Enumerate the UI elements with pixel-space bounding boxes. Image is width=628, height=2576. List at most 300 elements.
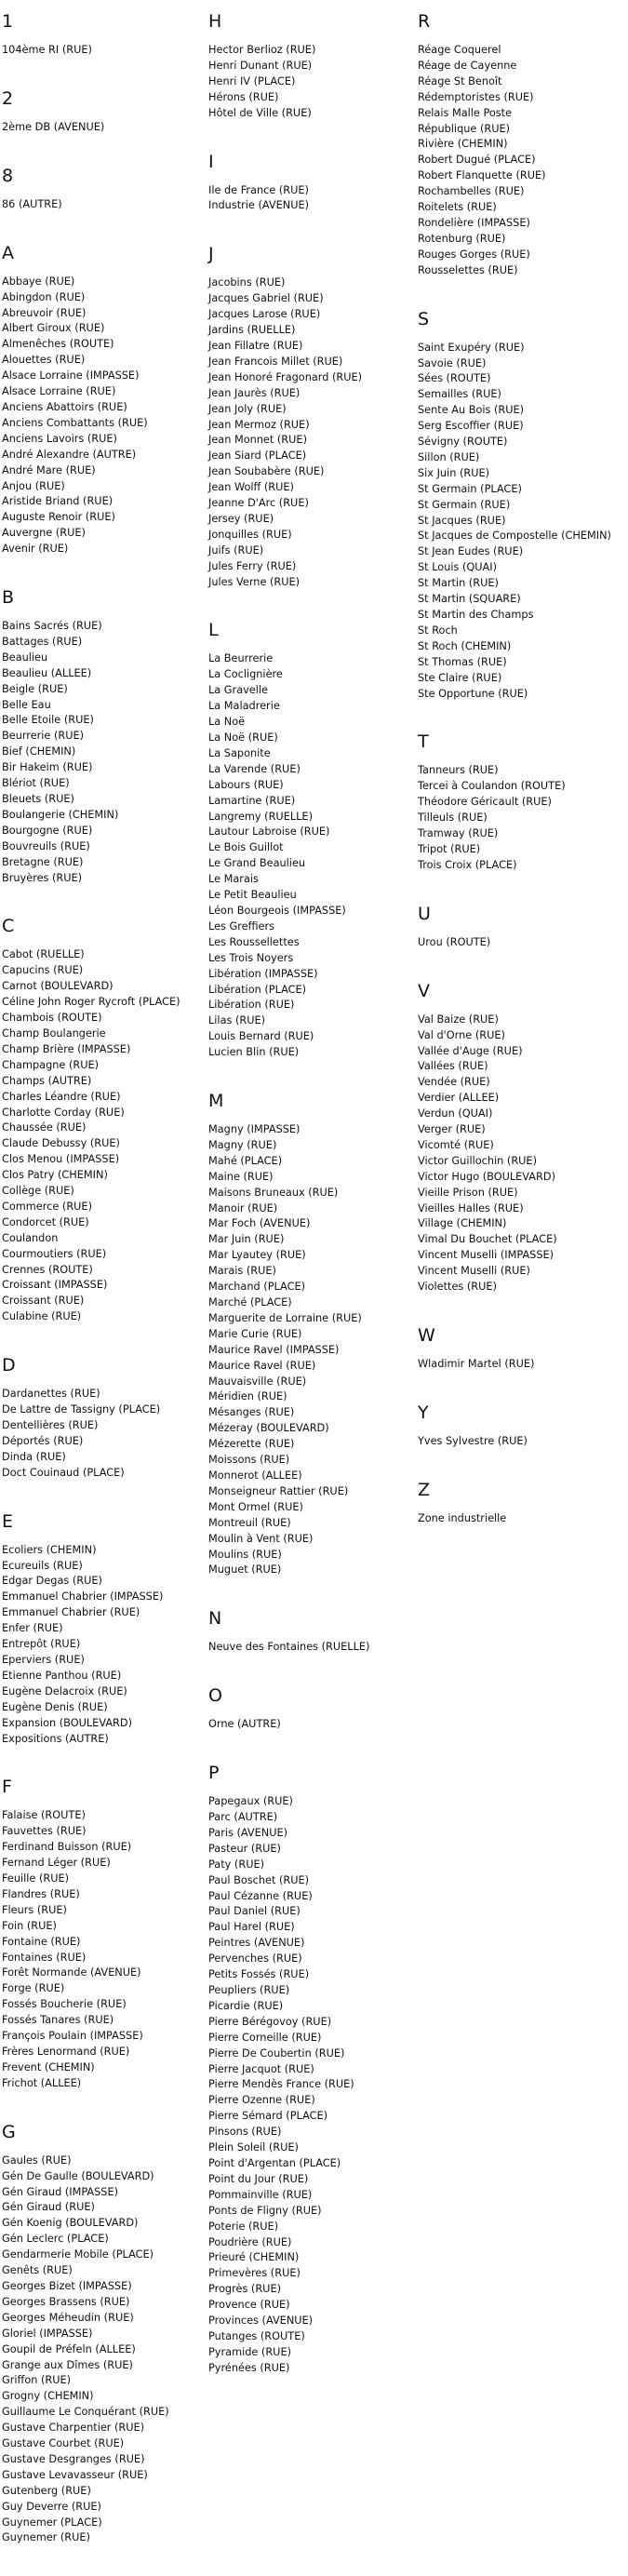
street-link[interactable]: République (RUE) <box>418 122 511 135</box>
street-link[interactable]: Frichot (ALLEE) <box>2 2076 82 2089</box>
street-link[interactable]: Le Petit Beaulieu <box>208 889 297 902</box>
street-link[interactable]: Auvergne (RUE) <box>2 527 86 540</box>
street-link[interactable]: Abreuvoir (RUE) <box>2 306 87 319</box>
street-link[interactable]: Roitelets (RUE) <box>418 201 497 214</box>
street-link[interactable]: Anciens Abattoirs (RUE) <box>2 400 127 413</box>
street-link[interactable]: Gustave Levavasseur (RUE) <box>2 2468 148 2481</box>
street-link[interactable]: Doct Couinaud (PLACE) <box>2 1466 125 1479</box>
street-link[interactable]: Marguerite de Lorraine (RUE) <box>208 1311 362 1324</box>
street-link[interactable]: Eperviers (RUE) <box>2 1653 85 1666</box>
street-link[interactable]: Picardie (RUE) <box>208 1999 284 2012</box>
street-link[interactable]: Pervenches (RUE) <box>208 1952 302 1966</box>
street-link[interactable]: Jacques Gabriel (RUE) <box>208 292 324 305</box>
street-link[interactable]: Lamartine (RUE) <box>208 794 296 807</box>
street-link[interactable]: Croissant (RUE) <box>2 1295 85 1308</box>
street-link[interactable]: Mézerette (RUE) <box>208 1438 295 1451</box>
street-link[interactable]: Grogny (CHEMIN) <box>2 2390 94 2403</box>
street-link[interactable]: Jean Soubabère (RUE) <box>208 465 325 478</box>
street-link[interactable]: Maurice Ravel (IMPASSE) <box>208 1343 340 1356</box>
street-link[interactable]: Croissant (IMPASSE) <box>2 1279 108 1292</box>
street-link[interactable]: Wladimir Martel (RUE) <box>418 1358 535 1370</box>
street-link[interactable]: Emmanuel Chabrier (RUE) <box>2 1606 140 1619</box>
street-link[interactable]: Flandres (RUE) <box>2 1887 80 1900</box>
street-link[interactable]: Savoie (RUE) <box>418 356 487 369</box>
street-link[interactable]: Tercei à Coulandon (ROUTE) <box>418 780 566 793</box>
street-link[interactable]: Yves Sylvestre (RUE) <box>418 1434 528 1447</box>
street-link[interactable]: Cabot (RUELLE) <box>2 948 85 961</box>
street-link[interactable]: Montreuil (RUE) <box>208 1516 291 1529</box>
street-link[interactable]: Sente Au Bois (RUE) <box>418 404 525 417</box>
street-link[interactable]: Expositions (AUTRE) <box>2 1732 109 1745</box>
street-link[interactable]: Aristide Briand (RUE) <box>2 495 114 508</box>
street-link[interactable]: Moulin à Vent (RUE) <box>208 1532 314 1545</box>
street-link[interactable]: Bir Hakeim (RUE) <box>2 761 93 774</box>
street-link[interactable]: Forêt Normande (AVENUE) <box>2 1966 141 1979</box>
street-link[interactable]: Robert Dugué (PLACE) <box>418 154 536 167</box>
street-link[interactable]: Provence (RUE) <box>208 2299 290 2312</box>
street-link[interactable]: Plein Soleil (RUE) <box>208 2141 299 2154</box>
street-link[interactable]: Gustave Charpentier (RUE) <box>2 2422 145 2435</box>
street-link[interactable]: St Louis (QUAI) <box>418 561 498 574</box>
street-link[interactable]: Henri Dunant (RUE) <box>208 59 313 72</box>
street-link[interactable]: Magny (IMPASSE) <box>208 1123 301 1136</box>
street-link[interactable]: Culabine (RUE) <box>2 1310 82 1323</box>
street-link[interactable]: Auguste Renoir (RUE) <box>2 511 115 524</box>
street-link[interactable]: Mar Juin (RUE) <box>208 1233 285 1246</box>
street-link[interactable]: Fossés Tanares (RUE) <box>2 2014 114 2027</box>
street-link[interactable]: Pyrénées (RUE) <box>208 2361 290 2374</box>
street-link[interactable]: Boulangerie (CHEMIN) <box>2 808 119 821</box>
street-link[interactable]: Vieille Prison (RUE) <box>418 1186 518 1199</box>
street-link[interactable]: Vimal Du Bouchet (PLACE) <box>418 1233 557 1246</box>
street-link[interactable]: Vieilles Halles (RUE) <box>418 1201 524 1214</box>
street-link[interactable]: Bains Sacrés (RUE) <box>2 620 102 633</box>
street-link[interactable]: Pierre Bérégovoy (RUE) <box>208 2015 332 2028</box>
street-link[interactable]: Victor Hugo (BOULEVARD) <box>418 1170 555 1183</box>
street-link[interactable]: Anciens Combattants (RUE) <box>2 416 148 429</box>
street-link[interactable]: Gustave Courbet (RUE) <box>2 2437 125 2450</box>
street-link[interactable]: Paul Boschet (RUE) <box>208 1873 310 1886</box>
street-link[interactable]: Courmoutiers (RUE) <box>2 1247 107 1260</box>
street-link[interactable]: Condorcet (RUE) <box>2 1215 89 1228</box>
street-link[interactable]: Gustave Desgranges (RUE) <box>2 2452 145 2465</box>
street-link[interactable]: Bourgogne (RUE) <box>2 824 93 837</box>
street-link[interactable]: Marché (PLACE) <box>208 1296 292 1308</box>
street-link[interactable]: Mésanges (RUE) <box>208 1406 295 1419</box>
street-link[interactable]: Beurrerie (RUE) <box>2 730 85 743</box>
street-link[interactable]: Commerce (RUE) <box>2 1200 92 1213</box>
street-link[interactable]: Marais (RUE) <box>208 1265 276 1278</box>
street-link[interactable]: Libération (PLACE) <box>208 983 307 996</box>
street-link[interactable]: St Jacques (RUE) <box>418 514 506 527</box>
street-link[interactable]: Alsace Lorraine (RUE) <box>2 385 116 398</box>
street-link[interactable]: St Martin (RUE) <box>418 577 499 590</box>
street-link[interactable]: Jean Fillatre (RUE) <box>208 339 303 352</box>
street-link[interactable]: Bleuets (RUE) <box>2 793 74 805</box>
street-link[interactable]: Jean Monnet (RUE) <box>208 434 307 447</box>
street-link[interactable]: Réage St Benoît <box>418 74 502 87</box>
street-link[interactable]: La Coclignière <box>208 668 283 681</box>
street-link[interactable]: Beaulieu (ALLEE) <box>2 666 92 679</box>
street-link[interactable]: La Varende (RUE) <box>208 762 301 775</box>
street-link[interactable]: Feuille (RUE) <box>2 1872 70 1885</box>
street-link[interactable]: Parc (AUTRE) <box>208 1811 278 1824</box>
street-link[interactable]: Déportés (RUE) <box>2 1434 84 1447</box>
street-link[interactable]: Trois Croix (PLACE) <box>418 858 517 871</box>
street-link[interactable]: Vincent Muselli (RUE) <box>418 1265 530 1278</box>
street-link[interactable]: Pinsons (RUE) <box>208 2126 282 2139</box>
street-link[interactable]: Zone industrielle <box>418 1511 507 1524</box>
street-link[interactable]: St Jean Eudes (RUE) <box>418 545 524 558</box>
street-link[interactable]: Forge (RUE) <box>2 1982 65 1995</box>
street-link[interactable]: Vendée (RUE) <box>418 1076 490 1089</box>
street-link[interactable]: Point du Jour (RUE) <box>208 2172 309 2185</box>
street-link[interactable]: Capucins (RUE) <box>2 964 84 977</box>
street-link[interactable]: Pierre Sémard (PLACE) <box>208 2110 328 2123</box>
street-link[interactable]: St Germain (PLACE) <box>418 482 522 495</box>
street-link[interactable]: Ponts de Fligny (RUE) <box>208 2204 322 2217</box>
street-link[interactable]: Belle Etoile (RUE) <box>2 714 94 727</box>
street-link[interactable]: Urou (ROUTE) <box>418 935 491 948</box>
street-link[interactable]: Putanges (ROUTE) <box>208 2329 305 2342</box>
street-link[interactable]: Libération (IMPASSE) <box>208 967 318 980</box>
street-link[interactable]: De Lattre de Tassigny (PLACE) <box>2 1403 161 1416</box>
street-link[interactable]: Réage Coquerel <box>418 44 501 56</box>
street-link[interactable]: Genêts (RUE) <box>2 2264 73 2277</box>
street-link[interactable]: 104ème RI (RUE) <box>2 44 92 56</box>
street-link[interactable]: Libération (RUE) <box>208 999 295 1012</box>
street-link[interactable]: Jeanne D'Arc (RUE) <box>208 497 309 510</box>
street-link[interactable]: Fontaine (RUE) <box>2 1935 81 1948</box>
street-link[interactable]: Orne (AUTRE) <box>208 1718 281 1731</box>
street-link[interactable]: St Martin des Champs <box>418 609 534 621</box>
street-link[interactable]: Val d'Orne (RUE) <box>418 1028 505 1041</box>
street-link[interactable]: Ile de France (RUE) <box>208 183 309 196</box>
street-link[interactable]: Tilleuls (RUE) <box>418 812 488 825</box>
street-link[interactable]: Maurice Ravel (RUE) <box>208 1359 316 1372</box>
street-link[interactable]: Langremy (RUELLE) <box>208 810 313 823</box>
street-link[interactable]: Pasteur (RUE) <box>208 1842 281 1855</box>
street-link[interactable]: Maine (RUE) <box>208 1170 274 1183</box>
street-link[interactable]: Coulandon <box>2 1231 59 1244</box>
street-link[interactable]: Clos Patry (CHEMIN) <box>2 1169 108 1182</box>
street-link[interactable]: Manoir (RUE) <box>208 1201 278 1214</box>
street-link[interactable]: Tanneurs (RUE) <box>418 764 499 777</box>
street-link[interactable]: Moissons (RUE) <box>208 1454 290 1467</box>
street-link[interactable]: Gendarmerie Mobile (PLACE) <box>2 2248 154 2261</box>
street-link[interactable]: Paul Daniel (RUE) <box>208 1905 301 1918</box>
street-link[interactable]: 2ème DB (AVENUE) <box>2 120 105 133</box>
street-link[interactable]: Paul Harel (RUE) <box>208 1921 295 1934</box>
street-link[interactable]: Entrepôt (RUE) <box>2 1638 81 1651</box>
street-link[interactable]: Jules Ferry (RUE) <box>208 559 297 572</box>
street-link[interactable]: Hector Berlioz (RUE) <box>208 44 316 56</box>
street-link[interactable]: Mar Lyautey (RUE) <box>208 1249 306 1262</box>
street-link[interactable]: Réage de Cayenne <box>418 59 517 72</box>
street-link[interactable]: Le Marais <box>208 873 259 886</box>
street-link[interactable]: Victor Guillochin (RUE) <box>418 1154 537 1167</box>
street-link[interactable]: Rivière (CHEMIN) <box>418 138 508 151</box>
street-link[interactable]: St Roch <box>418 624 458 637</box>
street-link[interactable]: Gén Leclerc (PLACE) <box>2 2233 109 2246</box>
street-link[interactable]: Goupil de Préfeln (ALLEE) <box>2 2342 136 2355</box>
street-link[interactable]: La Noë <box>208 716 246 729</box>
street-link[interactable]: Almenêches (ROUTE) <box>2 338 114 351</box>
street-link[interactable]: Céline John Roger Rycroft (PLACE) <box>2 996 180 1009</box>
street-link[interactable]: Paul Cézanne (RUE) <box>208 1889 313 1902</box>
street-link[interactable]: Enfer (RUE) <box>2 1622 63 1635</box>
street-link[interactable]: Bretagne (RUE) <box>2 855 84 868</box>
street-link[interactable]: Poterie (RUE) <box>208 2220 279 2233</box>
street-link[interactable]: Clos Menou (IMPASSE) <box>2 1153 120 1166</box>
street-link[interactable]: Lautour Labroise (RUE) <box>208 825 330 839</box>
street-link[interactable]: Val Baize (RUE) <box>418 1013 499 1026</box>
street-link[interactable]: Point d'Argentan (PLACE) <box>208 2156 341 2169</box>
street-link[interactable]: Eugène Delacroix (RUE) <box>2 1684 127 1697</box>
street-link[interactable]: Fossés Boucherie (RUE) <box>2 1998 127 2011</box>
street-link[interactable]: Lucien Blin (RUE) <box>208 1046 300 1059</box>
street-link[interactable]: Gén Giraud (IMPASSE) <box>2 2185 119 2198</box>
street-link[interactable]: Rédemptoristes (RUE) <box>418 90 534 103</box>
street-link[interactable]: Georges Bizet (IMPASSE) <box>2 2279 132 2292</box>
street-link[interactable]: Carnot (BOULEVARD) <box>2 980 114 993</box>
street-link[interactable]: La Maladrerie <box>208 700 280 713</box>
street-link[interactable]: François Poulain (IMPASSE) <box>2 2030 143 2043</box>
street-link[interactable]: Fontaines (RUE) <box>2 1951 87 1964</box>
street-link[interactable]: Pierre Corneille (RUE) <box>208 2031 322 2044</box>
street-link[interactable]: Jean Jaurès (RUE) <box>208 386 301 399</box>
street-link[interactable]: Pierre Mendès France (RUE) <box>208 2078 354 2091</box>
street-link[interactable]: Marchand (PLACE) <box>208 1281 306 1294</box>
street-link[interactable]: Pierre Jacquot (RUE) <box>208 2062 314 2075</box>
street-link[interactable]: Tramway (RUE) <box>418 827 499 840</box>
street-link[interactable]: Fleurs (RUE) <box>2 1903 67 1916</box>
street-link[interactable]: Pommainville (RUE) <box>208 2188 313 2201</box>
street-link[interactable]: Peintres (AVENUE) <box>208 1937 305 1950</box>
street-link[interactable]: Alouettes (RUE) <box>2 354 86 367</box>
street-link[interactable]: Prieuré (CHEMIN) <box>208 2251 300 2264</box>
street-link[interactable]: Méridien (RUE) <box>208 1390 287 1403</box>
street-link[interactable]: Georges Méheudin (RUE) <box>2 2311 134 2324</box>
street-link[interactable]: Labours (RUE) <box>208 778 284 791</box>
street-link[interactable]: Jacques Larose (RUE) <box>208 308 321 321</box>
street-link[interactable]: Bruyères (RUE) <box>2 871 83 884</box>
street-link[interactable]: Champ Brière (IMPASSE) <box>2 1042 131 1055</box>
street-link[interactable]: Rousselettes (RUE) <box>418 263 518 276</box>
street-link[interactable]: Ste Opportune (RUE) <box>418 687 528 700</box>
street-link[interactable]: Sées (ROUTE) <box>418 372 491 385</box>
street-link[interactable]: Frevent (CHEMIN) <box>2 2060 95 2073</box>
street-link[interactable]: Jacobins (RUE) <box>208 276 286 289</box>
street-link[interactable]: 86 (AUTRE) <box>2 197 62 210</box>
street-link[interactable]: Guynemer (PLACE) <box>2 2516 102 2529</box>
street-link[interactable]: Collège (RUE) <box>2 1185 74 1198</box>
street-link[interactable]: Paty (RUE) <box>208 1858 265 1871</box>
street-link[interactable]: Ecoliers (CHEMIN) <box>2 1543 97 1556</box>
street-link[interactable]: Serg Escoffier (RUE) <box>418 420 524 433</box>
street-link[interactable]: Foin (RUE) <box>2 1919 57 1932</box>
street-link[interactable]: Le Bois Guillot <box>208 841 284 854</box>
street-link[interactable]: Guynemer (RUE) <box>2 2531 90 2544</box>
street-link[interactable]: Charlotte Corday (RUE) <box>2 1106 125 1119</box>
street-link[interactable]: Battages (RUE) <box>2 635 83 648</box>
street-link[interactable]: Vincent Muselli (IMPASSE) <box>418 1249 555 1262</box>
street-link[interactable]: Bouvreuils (RUE) <box>2 839 90 852</box>
street-link[interactable]: Falaise (ROUTE) <box>2 1809 86 1822</box>
street-link[interactable]: Dentellières (RUE) <box>2 1419 99 1431</box>
street-link[interactable]: Avenir (RUE) <box>2 543 69 556</box>
street-link[interactable]: Marie Curie (RUE) <box>208 1327 302 1340</box>
street-link[interactable]: Chambois (ROUTE) <box>2 1012 102 1025</box>
street-link[interactable]: La Saponite <box>208 746 271 759</box>
street-link[interactable]: Griffon (RUE) <box>2 2374 72 2387</box>
street-link[interactable]: Jean Joly (RUE) <box>208 402 287 415</box>
street-link[interactable]: La Noë (RUE) <box>208 731 278 744</box>
street-link[interactable]: Belle Eau <box>2 698 51 711</box>
street-link[interactable]: Champ Boulangerie <box>2 1026 106 1040</box>
street-link[interactable]: Gutenberg (RUE) <box>2 2484 91 2497</box>
street-link[interactable]: Jonquilles (RUE) <box>208 528 292 541</box>
street-link[interactable]: Mont Ormel (RUE) <box>208 1500 303 1513</box>
street-link[interactable]: Neuve des Fontaines (RUELLE) <box>208 1641 370 1654</box>
street-link[interactable]: Guy Deverre (RUE) <box>2 2500 101 2513</box>
street-link[interactable]: Frères Lenormand (RUE) <box>2 2046 130 2058</box>
street-link[interactable]: Primevères (RUE) <box>208 2267 301 2280</box>
street-link[interactable]: Progrès (RUE) <box>208 2283 281 2296</box>
street-link[interactable]: Jersey (RUE) <box>208 512 274 525</box>
street-link[interactable]: Dardanettes (RUE) <box>2 1388 100 1401</box>
street-link[interactable]: Poudrière (RUE) <box>208 2235 292 2248</box>
street-link[interactable]: Maisons Bruneaux (RUE) <box>208 1186 339 1199</box>
street-link[interactable]: Lilas (RUE) <box>208 1014 266 1027</box>
street-link[interactable]: Les Greffiers <box>208 919 275 932</box>
street-link[interactable]: La Beurrerie <box>208 652 274 665</box>
street-link[interactable]: Claude Debussy (RUE) <box>2 1137 120 1150</box>
street-link[interactable]: Guillaume Le Conquérant (RUE) <box>2 2406 169 2419</box>
street-link[interactable]: Paris (AVENUE) <box>208 1826 288 1839</box>
street-link[interactable]: Etienne Panthou (RUE) <box>2 1669 122 1682</box>
street-link[interactable]: Alsace Lorraine (IMPASSE) <box>2 369 140 382</box>
street-link[interactable]: Mar Foch (AVENUE) <box>208 1217 311 1230</box>
street-link[interactable]: Les Roussellettes <box>208 935 300 948</box>
street-link[interactable]: Abbaye (RUE) <box>2 275 75 288</box>
street-link[interactable]: Juifs (RUE) <box>208 543 264 557</box>
street-link[interactable]: Peupliers (RUE) <box>208 1984 290 1996</box>
street-link[interactable]: Ste Claire (RUE) <box>418 671 502 684</box>
street-link[interactable]: Hôtel de Ville (RUE) <box>208 106 312 119</box>
street-link[interactable]: Les Trois Noyers <box>208 951 294 964</box>
street-link[interactable]: Chaussée (RUE) <box>2 1121 87 1134</box>
street-link[interactable]: Verdier (ALLEE) <box>418 1092 500 1105</box>
street-link[interactable]: Mahé (PLACE) <box>208 1154 283 1167</box>
street-link[interactable]: Sévigny (ROUTE) <box>418 436 508 449</box>
street-link[interactable]: Six Juin (RUE) <box>418 466 490 479</box>
street-link[interactable]: Rochambelles (RUE) <box>418 185 525 198</box>
street-link[interactable]: Relais Malle Poste <box>418 106 513 119</box>
street-link[interactable]: Beaulieu <box>2 651 48 664</box>
street-link[interactable]: Expansion (BOULEVARD) <box>2 1716 133 1729</box>
street-link[interactable]: Mauvaisville (RUE) <box>208 1375 307 1388</box>
street-link[interactable]: Champagne (RUE) <box>2 1058 100 1071</box>
street-link[interactable]: Vallées (RUE) <box>418 1060 488 1073</box>
street-link[interactable]: Hérons (RUE) <box>208 90 279 103</box>
street-link[interactable]: Fernand Léger (RUE) <box>2 1857 111 1870</box>
street-link[interactable]: Rouges Gorges (RUE) <box>418 248 530 261</box>
street-link[interactable]: Gén De Gaulle (BOULEVARD) <box>2 2169 154 2182</box>
street-link[interactable]: Petits Fossés (RUE) <box>208 1968 310 1981</box>
street-link[interactable]: St Germain (RUE) <box>418 498 511 511</box>
street-link[interactable]: Rondelière (IMPASSE) <box>418 216 530 229</box>
street-link[interactable]: Papegaux (RUE) <box>208 1795 293 1808</box>
street-link[interactable]: Emmanuel Chabrier (IMPASSE) <box>2 1590 164 1603</box>
street-link[interactable]: Dinda (RUE) <box>2 1450 66 1463</box>
street-link[interactable]: Semailles (RUE) <box>418 388 501 401</box>
street-link[interactable]: Albert Giroux (RUE) <box>2 322 105 335</box>
street-link[interactable]: Grange aux Dîmes (RUE) <box>2 2358 133 2371</box>
street-link[interactable]: Gaules (RUE) <box>2 2153 72 2167</box>
street-link[interactable]: Verdun (QUAI) <box>418 1107 493 1120</box>
street-link[interactable]: Saint Exupéry (RUE) <box>418 341 525 354</box>
street-link[interactable]: St Thomas (RUE) <box>418 655 507 668</box>
street-link[interactable]: Sillon (RUE) <box>418 450 480 463</box>
street-link[interactable]: Anjou (RUE) <box>2 479 65 492</box>
street-link[interactable]: Abingdon (RUE) <box>2 290 86 303</box>
street-link[interactable]: Le Grand Beaulieu <box>208 857 306 870</box>
street-link[interactable]: St Jacques de Compostelle (CHEMIN) <box>418 530 611 543</box>
street-link[interactable]: Moulins (RUE) <box>208 1548 282 1561</box>
street-link[interactable]: Magny (RUE) <box>208 1138 277 1151</box>
street-link[interactable]: Ecureuils (RUE) <box>2 1559 83 1572</box>
street-link[interactable]: Beigle (RUE) <box>2 682 68 695</box>
street-link[interactable]: Jean Honoré Fragonard (RUE) <box>208 370 363 383</box>
street-link[interactable]: Henri IV (PLACE) <box>208 74 296 87</box>
street-link[interactable]: St Roch (CHEMIN) <box>418 639 512 652</box>
street-link[interactable]: Crennes (ROUTE) <box>2 1263 93 1276</box>
street-link[interactable]: Louis Bernard (RUE) <box>208 1030 314 1043</box>
street-link[interactable]: Vicomté (RUE) <box>418 1138 494 1151</box>
street-link[interactable]: Village (CHEMIN) <box>418 1217 507 1230</box>
street-link[interactable]: Verger (RUE) <box>418 1123 486 1136</box>
street-link[interactable]: Vallée d'Auge (RUE) <box>418 1044 523 1057</box>
street-link[interactable]: Jean Siard (PLACE) <box>208 449 307 463</box>
street-link[interactable]: Jean Francois Millet (RUE) <box>208 355 343 368</box>
street-link[interactable]: Tripot (RUE) <box>418 842 481 855</box>
street-link[interactable]: Monnerot (ALLEE) <box>208 1469 302 1482</box>
street-link[interactable]: Anciens Lavoirs (RUE) <box>2 432 117 445</box>
street-link[interactable]: Blériot (RUE) <box>2 777 70 790</box>
street-link[interactable]: Pierre De Coubertin (RUE) <box>208 2046 345 2059</box>
street-link[interactable]: Edgar Degas (RUE) <box>2 1575 102 1588</box>
street-link[interactable]: Léon Bourgeois (IMPASSE) <box>208 904 346 917</box>
street-link[interactable]: Bief (CHEMIN) <box>2 745 76 758</box>
street-link[interactable]: Georges Brassens (RUE) <box>2 2295 130 2308</box>
street-link[interactable]: Eugène Denis (RUE) <box>2 1700 108 1713</box>
street-link[interactable]: Violettes (RUE) <box>418 1281 497 1294</box>
street-link[interactable]: André Mare (RUE) <box>2 463 96 476</box>
street-link[interactable]: Champs (AUTRE) <box>2 1074 92 1087</box>
street-link[interactable]: St Martin (SQUARE) <box>418 593 521 606</box>
street-link[interactable]: Gén Koenig (BOULEVARD) <box>2 2217 139 2230</box>
street-link[interactable]: Jean Wolff (RUE) <box>208 481 294 494</box>
street-link[interactable]: Ferdinand Buisson (RUE) <box>2 1841 132 1854</box>
street-link[interactable]: Pyramide (RUE) <box>208 2345 291 2358</box>
street-link[interactable]: Pierre Ozenne (RUE) <box>208 2094 315 2107</box>
street-link[interactable]: Muguet (RUE) <box>208 1563 282 1576</box>
street-link[interactable]: André Alexandre (AUTRE) <box>2 448 137 461</box>
street-link[interactable]: Charles Léandre (RUE) <box>2 1090 121 1103</box>
street-link[interactable]: Jean Mermoz (RUE) <box>208 418 310 431</box>
street-link[interactable]: Robert Flanquette (RUE) <box>418 169 546 182</box>
